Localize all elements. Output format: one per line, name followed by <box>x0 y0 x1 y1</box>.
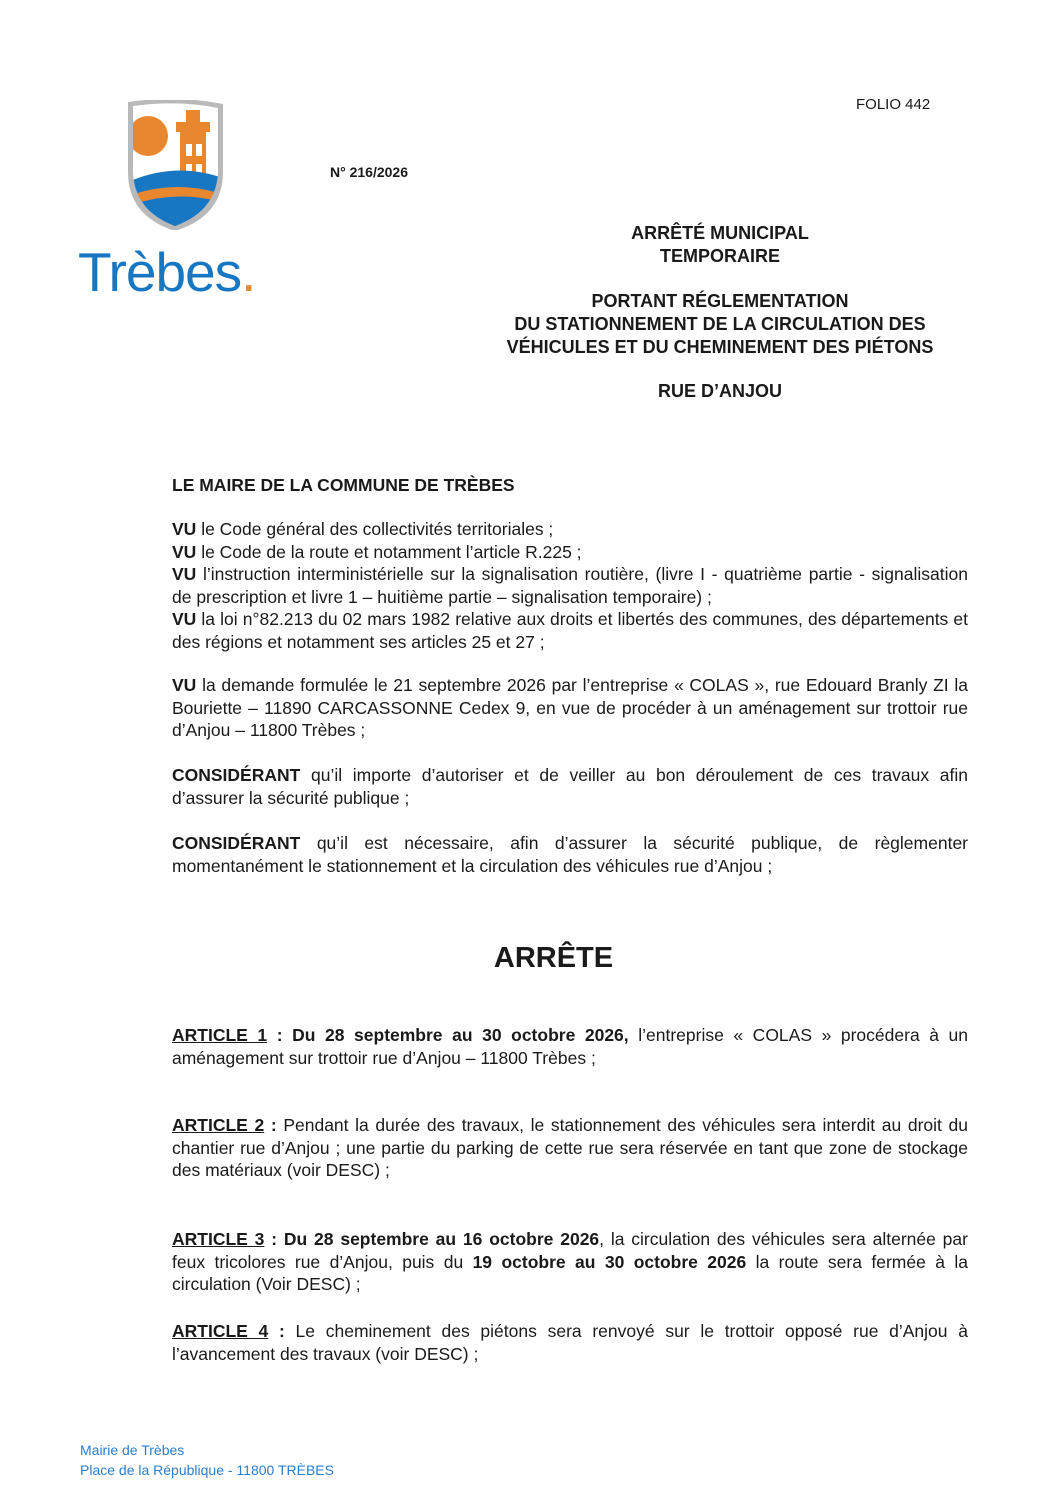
title-line-1: ARRÊTÉ MUNICIPAL <box>631 223 809 243</box>
decree-title <box>480 222 960 268</box>
town-logo-text: Trèbes. <box>78 241 256 303</box>
article-2: ARTICLE 2 : Pendant la durée des travaux, le stationnement des véhicules sera interdit au droit du chantier rue d’Anjou ; une partie du parking de cette rue sera réservée en tant que zone de stockage des matériaux (voir DESC) ; <box>172 1115 968 1180</box>
footer-line-1: Mairie de Trèbes <box>80 1442 185 1458</box>
vu-request: VU la demande formulée le 21 septembre 2026 par l’entreprise « COLAS », rue Edouard Branly ZI la Bouriette – 11890 CARCASSONNE Cedex 9, en vue de procéder à un aménagement sur trottoir rue d’Anjou – 11800 Trèbes ; <box>172 675 968 740</box>
folio-number: FOLIO 442 <box>856 96 931 113</box>
subject-line-1: PORTANT RÉGLEMENTATION <box>591 291 849 311</box>
decree-number: N° 216/2026 <box>330 164 408 180</box>
considerant-1: CONSIDÉRANT qu’il importe d’autoriser et de veiller au bon déroulement de ces travaux afin d’assurer la sécurité publique ; <box>172 765 968 808</box>
arrete-heading: ARRÊTE <box>493 942 614 974</box>
article-3: ARTICLE 3 : Du 28 septembre au 16 octobre 2026, la circulation des véhicules sera alternée par feux tricolores rue d’Anjou, puis du 19 octobre au 30 octobre 2026 la route sera fermée à la circulation (Voir DESC) ; <box>172 1229 968 1294</box>
article-4: ARTICLE 4 : Le cheminement des piétons sera renvoyé sur le trottoir opposé rue d’Anjou à l’avancement des travaux (voir DESC) ; <box>172 1321 968 1364</box>
footer-line-2: Place de la République - 11800 TRÈBES <box>80 1462 334 1478</box>
vu-item: VU l’instruction interministérielle sur la signalisation routière, (livre I - quatrième partie - signalisation de prescription et livre 1 – huitième partie – signalisation temporaire) ; <box>172 564 968 607</box>
article-1: ARTICLE 1 : Du 28 septembre au 30 octobre 2026, l’entreprise « COLAS » procédera à un aménagement sur trottoir rue d’Anjou – 11800 Trèbes ; <box>172 1025 968 1068</box>
street-name: RUE D’ANJOU <box>657 381 782 401</box>
subject-line-3: VÉHICULES ET DU CHEMINEMENT DES PIÉTONS <box>506 337 934 357</box>
subject-line-2: DU STATIONNEMENT DE LA CIRCULATION DES <box>514 314 926 334</box>
preamble <box>172 518 968 653</box>
considerant-2: CONSIDÉRANT qu’il est nécessaire, afin d’assurer la sécurité publique, de règlementer momentanément le stationnement et la circulation des véhicules rue d’Anjou ; <box>172 833 968 876</box>
vu-item: VU la loi n°82.213 du 02 mars 1982 relative aux droits et libertés des communes, des départements et des régions et notamment ses articles 25 et 27 ; <box>172 609 968 652</box>
vu-item: VU le Code de la route et notamment l’article R.225 ; <box>172 541 582 562</box>
vu-item: VU le Code général des collectivités territoriales ; <box>172 519 554 539</box>
mayor-heading: LE MAIRE DE LA COMMUNE DE TRÈBES <box>172 475 515 495</box>
crest-icon <box>78 100 228 230</box>
footer-address <box>80 1440 334 1480</box>
decree-subject <box>470 290 970 359</box>
title-line-2: TEMPORAIRE <box>659 246 780 266</box>
